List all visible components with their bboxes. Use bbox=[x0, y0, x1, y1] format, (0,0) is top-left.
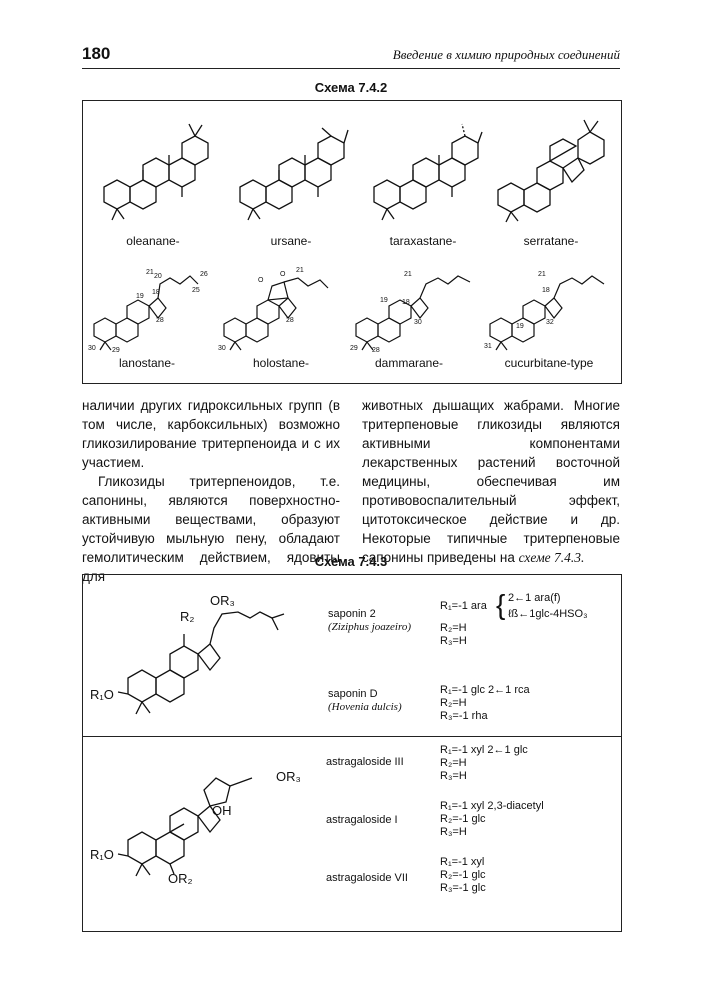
s1-or3: OR₃ bbox=[210, 593, 235, 608]
svg-text:30: 30 bbox=[414, 319, 422, 326]
taraxastane-structure bbox=[356, 104, 488, 228]
label-lanostane: lanostane- bbox=[118, 356, 176, 370]
label-serratane: serratane- bbox=[523, 234, 579, 248]
label-holostane: holostane- bbox=[252, 356, 310, 370]
s1-r2: R₂ bbox=[180, 609, 195, 624]
compound-astragaloside-i: astragaloside I bbox=[326, 814, 398, 826]
header-rule bbox=[82, 68, 620, 69]
subst-saponin-d: R₁=-1 glc 2←1 rca R₂=H R₃=-1 rha bbox=[440, 684, 530, 722]
label-taraxastane: taraxastane- bbox=[389, 234, 457, 248]
s2-or3: OR₃ bbox=[276, 769, 301, 784]
svg-text:19: 19 bbox=[136, 293, 144, 300]
svg-text:26: 26 bbox=[200, 271, 208, 278]
svg-text:21: 21 bbox=[404, 271, 412, 278]
svg-text:28: 28 bbox=[156, 317, 164, 324]
svg-text:28: 28 bbox=[372, 347, 380, 354]
scheme-7-4-3-divider bbox=[83, 736, 621, 737]
subst-astragaloside-vii: R₁=-1 xyl R₂=-1 glc R₃=-1 glc bbox=[440, 856, 486, 894]
compound-astragaloside-vii: astragaloside VII bbox=[326, 872, 408, 884]
dammarane-structure bbox=[348, 262, 480, 354]
page-number: 180 bbox=[82, 44, 111, 63]
compound-astragaloside-iii: astragaloside III bbox=[326, 756, 404, 768]
svg-text:21: 21 bbox=[296, 267, 304, 274]
label-dammarane: dammarane- bbox=[374, 356, 444, 370]
lanostane-structure bbox=[86, 262, 214, 354]
label-cucurbitane-type: cucurbitane-type bbox=[504, 356, 594, 370]
svg-text:28: 28 bbox=[286, 317, 294, 324]
svg-text:19: 19 bbox=[380, 297, 388, 304]
label-oleanane: oleanane- bbox=[126, 234, 180, 248]
svg-text:20: 20 bbox=[154, 273, 162, 280]
compound-saponin-2: saponin 2 (Ziziphus joazeiro) bbox=[328, 608, 412, 633]
compound-saponin-d: saponin D (Hovenia dulcis) bbox=[328, 688, 402, 713]
left-paragraph-2: Гликозиды тритерпеноидов, т.е. сапонины, являются поверхностно-активными веществами, образуют устойчивую мыльную пену, обладают гемолитическим действием, ядовиты для bbox=[82, 474, 340, 584]
right-column bbox=[362, 396, 620, 567]
s2-oh: OH bbox=[212, 803, 232, 818]
svg-text:30: 30 bbox=[88, 345, 96, 352]
svg-text:31: 31 bbox=[484, 343, 492, 350]
svg-text:30: 30 bbox=[218, 345, 226, 352]
subst-saponin-2: R₁=-1 ara { 2←1 ara(f) ℓß←1glc-4HSO₃ R₂=H R₃=H bbox=[440, 589, 588, 647]
s2-or2: OR₂ bbox=[168, 871, 193, 886]
astragaloside-aglycone-structure bbox=[88, 748, 308, 888]
svg-text:18: 18 bbox=[402, 299, 410, 306]
subst-astragaloside-iii: R₁=-1 xyl 2←1 glc R₂=H R₃=H bbox=[440, 744, 528, 782]
left-paragraph-1: наличии других гидроксильных групп (в том числе, карбоксильных) возможно гликозилирование тритерпеноида и с их участием. bbox=[82, 398, 340, 470]
svg-text:21: 21 bbox=[146, 269, 154, 276]
label-ursane: ursane- bbox=[270, 234, 312, 248]
svg-text:32: 32 bbox=[546, 319, 554, 326]
serratane-structure bbox=[486, 104, 618, 228]
svg-text:18: 18 bbox=[542, 287, 550, 294]
holostane-structure bbox=[216, 262, 344, 354]
svg-text:O: O bbox=[280, 271, 286, 278]
svg-text:O: O bbox=[258, 277, 264, 284]
svg-text:18: 18 bbox=[152, 289, 160, 296]
scheme-7-4-2-title: Схема 7.4.2 bbox=[314, 80, 388, 95]
scheme-reference: схеме 7.4.3. bbox=[518, 550, 585, 565]
cucurbitane-structure bbox=[482, 262, 614, 354]
svg-text:29: 29 bbox=[112, 347, 120, 354]
right-paragraph-1: животных дышащих жабрами. Многие тритерпеновые гликозиды являются активными компонентами лекарственных растений восточной медицины, обеспечивая им противовоспалительный эффект, цитотоксическое действие и др. Некоторые типичные тритерпеновые сапонины приведены на bbox=[362, 398, 620, 565]
subst-astragaloside-i: R₁=-1 xyl 2,3-diacetyl R₂=-1 glc R₃=H bbox=[440, 800, 544, 838]
ursane-structure bbox=[222, 104, 354, 228]
running-title: Введение в химию природных соединений bbox=[392, 47, 620, 62]
saponin-aglycone-structure bbox=[88, 588, 308, 728]
svg-text:19: 19 bbox=[516, 323, 524, 330]
s1-r1o: R₁O bbox=[90, 687, 114, 702]
svg-text:25: 25 bbox=[192, 287, 200, 294]
scheme-7-4-3-title: Схема 7.4.3 bbox=[314, 554, 388, 569]
svg-text:21: 21 bbox=[538, 271, 546, 278]
svg-text:29: 29 bbox=[350, 345, 358, 352]
oleanane-structure bbox=[86, 104, 218, 228]
s2-r1o: R₁O bbox=[90, 847, 114, 862]
